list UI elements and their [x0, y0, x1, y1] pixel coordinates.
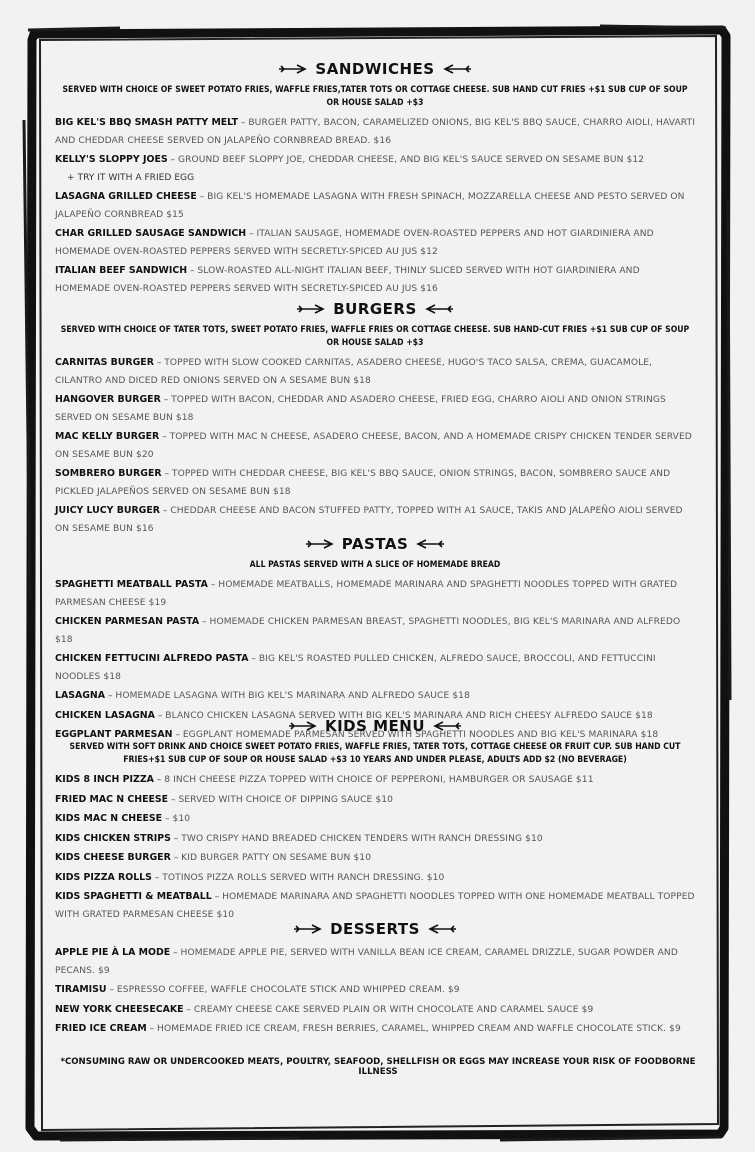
menu-item: KIDS MAC N CHEESE – $10 — [55, 813, 191, 824]
menu-item: CHAR GRILLED SAUSAGE SANDWICH – ITALIAN SAUSAGE, HOMEMADE OVEN-ROASTED PEPPERS AND HOT GIARDINIERA AND HOMEMADE OVEN-ROASTED PEPPERS SERVED WITH SECRETLY-SPICED AU JUS $12 — [55, 228, 654, 257]
item-name: KIDS CHICKEN STRIPS — [55, 832, 171, 844]
item-description: CREAMY CHEESE CAKE SERVED PLAIN OR WITH CHOCOLATE AND CARAMEL SAUCE $9 — [193, 1004, 594, 1015]
menu-item: HANGOVER BURGER – TOPPED WITH BACON, CHEDDAR AND ASADERO CHEESE, FRIED EGG, CHARRO AIOLI AND ONION STRINGS SERVED ON SESAME BUN $18 — [55, 394, 666, 423]
item-description: EGGPLANT HOMEMADE PARMESAN SERVED WITH SPAGHETTI NOODLES AND BIG KEL'S MARINARA $18 — [182, 730, 659, 740]
menu-item: TIRAMISU – ESPRESSO COFFEE, WAFFLE CHOCOLATE STICK AND WHIPPED CREAM. $9 — [55, 984, 460, 995]
section-title: KIDS MENU — [324, 717, 426, 735]
allergy-footnote: *CONSUMING RAW OR UNDERCOOKED MEATS, POULTRY, SEAFOOD, SHELLFISH OR EGGS MAY INCREASE YOUR RISK OF FOODBORNE ILLNESS — [60, 1057, 696, 1077]
item-name: MAC KELLY BURGER — [55, 431, 160, 442]
menu-item: EGGPLANT PARMESAN – EGGPLANT HOMEMADE PARMESAN SERVED WITH SPAGHETTI NOODLES AND BIG KEL'S MARINARA $18 — [55, 729, 659, 740]
item-description: HOMEMADE MEATBALLS, HOMEMADE MARINARA AND SPAGHETTI NOODLES TOPPED WITH GRATED PARMESAN CHEESE $19 — [55, 580, 678, 608]
menu-item: KIDS 8 INCH PIZZA – 8 INCH CHEESE PIZZA TOPPED WITH CHOICE OF PEPPERONI, HAMBURGER OR SAUSAGE $11 — [55, 774, 594, 785]
menu-item: CHICKEN PARMESAN PASTA – HOMEMADE CHICKEN PARMESAN BREAST, SPAGHETTI NOODLES, BIG KEL'S MARINARA AND ALFREDO $18 — [55, 616, 681, 645]
item-name: KIDS 8 INCH PIZZA — [55, 774, 154, 785]
item-name: HANGOVER BURGER — [55, 394, 161, 405]
arrow-right-icon — [306, 539, 336, 549]
item-description: HOMEMADE LASAGNA WITH BIG KEL'S MARINARA AND ALFREDO SAUCE $18 — [115, 691, 470, 701]
section-subtitle: SERVED WITH SOFT DRINK AND CHOICE SWEET POTATO FRIES, WAFFLE FRIES, TATER TOTS, COTTAGE CHEESE OR FRUIT CUP. SUB HAND CUT FRIES+$1 SUB CUP OF SOUP OR HOUSE SALAD +$3 10 YEARS AND UNDER PLEASE, ADULTS ADD $2 (NO BEVERAGE) — [69, 742, 681, 765]
menu-item: CARNITAS BURGER – TOPPED WITH SLOW COOKED CARNITAS, ASADERO CHEESE, HUGO'S TACO SALSA, CREMA, GUACAMOLE, CILANTRO AND DICED RED ONIONS SERVED ON A SESAME BUN $18 — [55, 357, 653, 386]
menu-item: CHICKEN FETTUCINI ALFREDO PASTA – BIG KEL'S ROASTED PULLED CHICKEN, ALFREDO SAUCE, BROCCOLI, AND FETTUCCINI NOODLES $18 — [55, 653, 656, 682]
item-name: LASAGNA GRILLED CHEESE — [55, 191, 197, 202]
item-name: BIG KEL'S BBQ SMASH PATTY MELT — [55, 117, 238, 128]
item-name: TIRAMISU — [55, 984, 107, 995]
section-desserts — [55, 918, 695, 1039]
item-name: CHICKEN FETTUCINI ALFREDO PASTA — [55, 653, 249, 664]
item-description: BLANCO CHICKEN LASAGNA SERVED WITH BIG KEL'S MARINARA AND RICH CHEESY ALFREDO SAUCE $18 — [165, 710, 653, 721]
item-name: KIDS CHEESE BURGER — [55, 852, 171, 863]
item-name: CHICKEN LASAGNA — [55, 709, 155, 721]
arrow-right-icon — [297, 304, 327, 314]
section-title: SANDWICHES — [315, 60, 435, 78]
menu-item: BIG KEL'S BBQ SMASH PATTY MELT – BURGER PATTY, BACON, CARAMELIZED ONIONS, BIG KEL'S BBQ SAUCE, CHARRO AIOLI, HAVARTI AND CHEDDAR CHEESE SERVED ON JALAPEÑO CORNBREAD BREAD. $16 — [55, 117, 695, 146]
arrow-right-icon — [294, 924, 324, 934]
item-name: SPAGHETTI MEATBALL PASTA — [55, 579, 208, 590]
item-name: CHICKEN PARMESAN PASTA — [55, 616, 200, 627]
item-name: KELLY'S SLOPPY JOES — [55, 154, 168, 165]
item-description: BURGER PATTY, BACON, CARAMELIZED ONIONS, BIG KEL'S BBQ SAUCE, CHARRO AIOLI, HAVARTI AND CHEDDAR CHEESE SERVED ON JALAPEÑO CORNBREAD BREAD. $16 — [55, 118, 695, 146]
menu-item: KIDS CHEESE BURGER – KID BURGER PATTY ON SESAME BUN $10 — [55, 852, 372, 863]
section-title: BURGERS — [333, 300, 417, 318]
item-description: HOMEMADE CHICKEN PARMESAN BREAST, SPAGHETTI NOODLES, BIG KEL'S MARINARA AND ALFREDO $18 — [55, 617, 681, 645]
item-description: TOPPED WITH BACON, CHEDDAR AND ASADERO CHEESE, FRIED EGG, CHARRO AIOLI AND ONION STRINGS SERVED ON SESAME BUN $18 — [55, 395, 666, 423]
item-name: NEW YORK CHEESECAKE — [55, 1003, 184, 1015]
item-name: SOMBRERO BURGER — [55, 468, 162, 479]
menu-item: CHICKEN LASAGNA – BLANCO CHICKEN LASAGNA SERVED WITH BIG KEL'S MARINARA AND RICH CHEESY ALFREDO SAUCE $18 — [55, 709, 653, 721]
arrow-left-icon — [423, 304, 453, 314]
arrow-right-icon — [279, 64, 309, 74]
section-header — [55, 298, 695, 320]
item-name: KIDS PIZZA ROLLS — [55, 871, 152, 883]
item-name: KIDS MAC N CHEESE — [55, 813, 163, 824]
menu-item: APPLE PIE À LA MODE – HOMEMADE APPLE PIE, SERVED WITH VANILLA BEAN ICE CREAM, CARAMEL DRIZZLE, SUGAR POWDER AND PECANS. $9 — [55, 947, 678, 976]
arrow-right-icon — [289, 721, 319, 731]
item-description: GROUND BEEF SLOPPY JOE, CHEDDAR CHEESE, AND BIG KEL'S SAUCE SERVED ON SESAME BUN $12 — [177, 155, 645, 165]
menu-item: JUICY LUCY BURGER – CHEDDAR CHEESE AND BACON STUFFED PATTY, TOPPED WITH A1 SAUCE, TAKIS AND JALAPEÑO AIOLI SERVED ON SESAME BUN $16 — [55, 505, 683, 534]
item-name: ITALIAN BEEF SANDWICH — [55, 265, 188, 276]
arrow-left-icon — [431, 721, 461, 731]
item-name: JUICY LUCY BURGER — [55, 505, 161, 516]
menu-item: ITALIAN BEEF SANDWICH – SLOW-ROASTED ALL-NIGHT ITALIAN BEEF, THINLY SLICED SERVED WITH HOT GIARDINIERA AND HOMEMADE OVEN-ROASTED PEPPERS SERVED WITH SECRETLY-SPICED AU JUS $16 — [55, 265, 640, 294]
item-name: APPLE PIE À LA MODE — [55, 947, 171, 958]
item-description: BIG KEL'S ROASTED PULLED CHICKEN, ALFREDO SAUCE, BROCCOLI, AND FETTUCCINI NOODLES $18 — [55, 654, 656, 682]
item-description: TOPPED WITH CHEDDAR CHEESE, BIG KEL'S BBQ SAUCE, ONION STRINGS, BACON, SOMBRERO SAUCE AND PICKLED JALAPEÑOS SERVED ON SESAME BUN $18 — [55, 469, 671, 497]
arrow-left-icon — [441, 64, 471, 74]
item-name: CARNITAS BURGER — [55, 357, 154, 368]
item-description: KID BURGER PATTY ON SESAME BUN $10 — [181, 853, 372, 863]
menu-content — [55, 58, 695, 1040]
menu-item: KIDS CHICKEN STRIPS – TWO CRISPY HAND BREADED CHICKEN TENDERS WITH RANCH DRESSING $10 — [55, 832, 543, 844]
item-description: TOPPED WITH MAC N CHEESE, ASADERO CHEESE, BACON, AND A HOMEMADE CRISPY CHICKEN TENDER SERVED ON SESAME BUN $20 — [55, 432, 692, 460]
item-description: HOMEMADE APPLE PIE, SERVED WITH VANILLA BEAN ICE CREAM, CARAMEL DRIZZLE, SUGAR POWDER AND PECANS. $9 — [55, 948, 678, 976]
item-name: KIDS SPAGHETTI & MEATBALL — [55, 891, 212, 902]
menu-item: LASAGNA GRILLED CHEESE – BIG KEL'S HOMEMADE LASAGNA WITH FRESH SPINACH, MOZZARELLA CHEESE AND PESTO SERVED ON JALAPEÑO CORNBREAD $15 — [55, 191, 685, 220]
item-description: TWO CRISPY HAND BREADED CHICKEN TENDERS WITH RANCH DRESSING $10 — [181, 833, 543, 844]
menu-item: KIDS PIZZA ROLLS – TOTINOS PIZZA ROLLS SERVED WITH RANCH DRESSING. $10 — [55, 871, 445, 883]
menu-item: FRIED ICE CREAM – HOMEMADE FRIED ICE CREAM, FRESH BERRIES, CARAMEL, WHIPPED CREAM AND WAFFLE CHOCOLATE STICK. $9 — [55, 1023, 681, 1034]
item-description: $10 — [172, 814, 191, 824]
section-kids-menu — [55, 715, 695, 918]
menu-item: SOMBRERO BURGER – TOPPED WITH CHEDDAR CHEESE, BIG KEL'S BBQ SAUCE, ONION STRINGS, BACON, SOMBRERO SAUCE AND PICKLED JALAPEÑOS SERVED ON SESAME BUN $18 — [55, 468, 671, 497]
section-subtitle: ALL PASTAS SERVED WITH A SLICE OF HOMEMADE BREAD — [249, 560, 501, 570]
menu-item: LASAGNA – HOMEMADE LASAGNA WITH BIG KEL'S MARINARA AND ALFREDO SAUCE $18 — [55, 690, 470, 701]
section-subtitle: SERVED WITH CHOICE OF SWEET POTATO FRIES, WAFFLE FRIES,TATER TOTS OR COTTAGE CHEESE. SUB HAND CUT FRIES +$1 SUB CUP OF SOUP OR HOUSE SALAD +$3 — [62, 85, 688, 108]
item-description: TOPPED WITH SLOW COOKED CARNITAS, ASADERO CHEESE, HUGO'S TACO SALSA, CREMA, GUACAMOLE, CILANTRO AND DICED RED ONIONS SERVED ON A SESAME BUN $18 — [55, 358, 653, 386]
section-sandwiches — [55, 58, 695, 298]
menu-item: MAC KELLY BURGER – TOPPED WITH MAC N CHEESE, ASADERO CHEESE, BACON, AND A HOMEMADE CRISPY CHICKEN TENDER SERVED ON SESAME BUN $20 — [55, 431, 692, 460]
section-title: PASTAS — [341, 535, 409, 553]
item-name: CHAR GRILLED SAUSAGE SANDWICH — [55, 228, 247, 239]
item-description: HOMEMADE FRIED ICE CREAM, FRESH BERRIES, CARAMEL, WHIPPED CREAM AND WAFFLE CHOCOLATE STICK. $9 — [157, 1024, 681, 1034]
arrow-left-icon — [414, 539, 444, 549]
item-description: ESPRESSO COFFEE, WAFFLE CHOCOLATE STICK AND WHIPPED CREAM. $9 — [116, 985, 460, 995]
item-name: FRIED ICE CREAM — [55, 1023, 147, 1034]
item-description: SERVED WITH CHOICE OF DIPPING SAUCE $10 — [178, 794, 394, 805]
item-extra: + TRY IT WITH A FRIED EGG — [67, 172, 195, 183]
item-name: LASAGNA — [55, 690, 106, 701]
menu-item: KIDS SPAGHETTI & MEATBALL – HOMEMADE MARINARA AND SPAGHETTI NOODLES TOPPED WITH ONE HOMEMADE MEATBALL TOPPED WITH GRATED PARMESAN CHEESE $10 — [55, 891, 695, 920]
item-description: HOMEMADE MARINARA AND SPAGHETTI NOODLES TOPPED WITH ONE HOMEMADE MEATBALL TOPPED WITH GRATED PARMESAN CHEESE $10 — [55, 892, 695, 920]
section-subtitle: SERVED WITH CHOICE OF TATER TOTS, SWEET POTATO FRIES, WAFFLE FRIES OR COTTAGE CHEESE. SUB HAND-CUT FRIES +$1 SUB CUP OF SOUP OR HOUSE SALAD +$3 — [60, 325, 690, 348]
menu-item: SPAGHETTI MEATBALL PASTA – HOMEMADE MEATBALLS, HOMEMADE MARINARA AND SPAGHETTI NOODLES TOPPED WITH GRATED PARMESAN CHEESE $19 — [55, 579, 678, 608]
menu-item: FRIED MAC N CHEESE – SERVED WITH CHOICE OF DIPPING SAUCE $10 — [55, 793, 394, 805]
item-description: CHEDDAR CHEESE AND BACON STUFFED PATTY, TOPPED WITH A1 SAUCE, TAKIS AND JALAPEÑO AIOLI SERVED ON SESAME BUN $16 — [55, 506, 683, 534]
arrow-left-icon — [426, 924, 456, 934]
item-description: 8 INCH CHEESE PIZZA TOPPED WITH CHOICE OF PEPPERONI, HAMBURGER OR SAUSAGE $11 — [164, 775, 594, 785]
menu-item: NEW YORK CHEESECAKE – CREAMY CHEESE CAKE SERVED PLAIN OR WITH CHOCOLATE AND CARAMEL SAUCE $9 — [55, 1003, 594, 1015]
item-description: TOTINOS PIZZA ROLLS SERVED WITH RANCH DRESSING. $10 — [162, 872, 445, 883]
item-name: FRIED MAC N CHEESE — [55, 793, 169, 805]
section-header — [55, 58, 695, 80]
item-description: ITALIAN SAUSAGE, HOMEMADE OVEN-ROASTED PEPPERS AND HOT GIARDINIERA AND HOMEMADE OVEN-ROASTED PEPPERS SERVED WITH SECRETLY-SPICED AU JUS $12 — [55, 229, 654, 257]
menu-item: KELLY'S SLOPPY JOES – GROUND BEEF SLOPPY JOE, CHEDDAR CHEESE, AND BIG KEL'S SAUCE SERVED ON SESAME BUN $12 + TRY IT WITH A FRIED EGG — [55, 151, 695, 187]
section-burgers — [55, 298, 695, 533]
item-description: BIG KEL'S HOMEMADE LASAGNA WITH FRESH SPINACH, MOZZARELLA CHEESE AND PESTO SERVED ON JALAPEÑO CORNBREAD $15 — [55, 192, 685, 220]
section-title: DESSERTS — [330, 920, 420, 938]
item-name: EGGPLANT PARMESAN — [55, 729, 173, 740]
item-description: SLOW-ROASTED ALL-NIGHT ITALIAN BEEF, THINLY SLICED SERVED WITH HOT GIARDINIERA AND HOMEMADE OVEN-ROASTED PEPPERS SERVED WITH SECRETLY-SPICED AU JUS $16 — [55, 266, 640, 294]
